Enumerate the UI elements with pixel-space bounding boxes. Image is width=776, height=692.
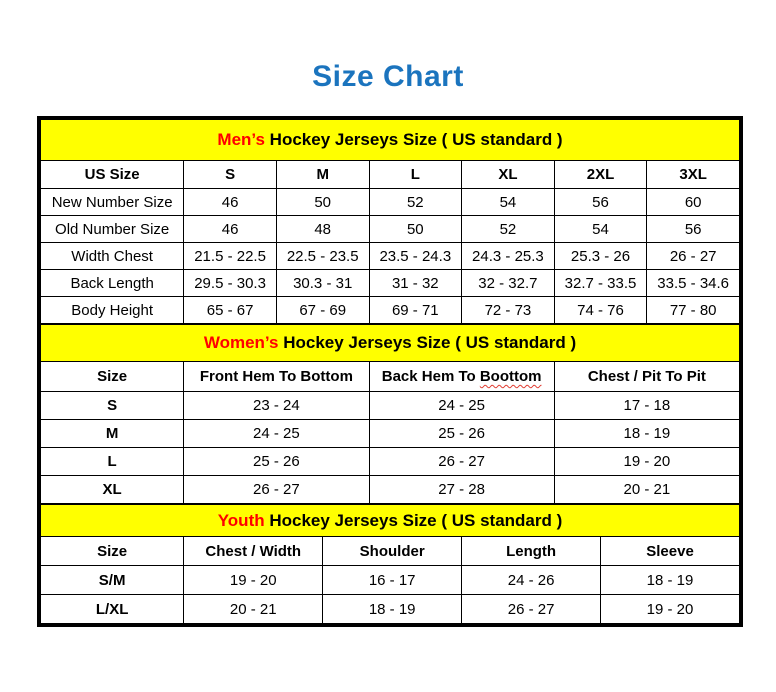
womens-section-header	[41, 325, 740, 362]
row-label: L	[41, 448, 184, 476]
table-row	[41, 297, 740, 324]
table-cell: 20 - 21	[184, 595, 323, 624]
table-cell: 32.7 - 33.5	[554, 270, 647, 297]
row-label: S	[41, 392, 184, 420]
column-header: M	[276, 161, 369, 189]
youth-header-rest: Hockey Jerseys Size ( US standard )	[264, 510, 563, 530]
table-cell: 16 - 17	[323, 566, 462, 595]
table-cell: 31 - 32	[369, 270, 462, 297]
column-header: Chest / Pit To Pit	[554, 362, 739, 392]
table-cell: 27 - 28	[369, 476, 554, 504]
table-cell: 18 - 19	[601, 566, 740, 595]
table-cell: 23.5 - 24.3	[369, 243, 462, 270]
table-cell: 24.3 - 25.3	[462, 243, 555, 270]
row-label: S/M	[41, 566, 184, 595]
table-cell: 19 - 20	[554, 448, 739, 476]
youth-section-header-row	[41, 505, 740, 537]
womens-size-table	[40, 324, 740, 504]
table-row	[41, 243, 740, 270]
table-cell: 77 - 80	[647, 297, 740, 324]
table-row	[41, 476, 740, 504]
row-label: Back Length	[41, 270, 184, 297]
table-cell: 72 - 73	[462, 297, 555, 324]
table-row	[41, 392, 740, 420]
column-header: Shoulder	[323, 537, 462, 566]
table-cell: 18 - 19	[554, 420, 739, 448]
table-cell: 56	[554, 189, 647, 216]
column-header: Size	[41, 362, 184, 392]
table-row	[41, 595, 740, 624]
table-cell: 26 - 27	[369, 448, 554, 476]
table-cell: 30.3 - 31	[276, 270, 369, 297]
womens-column-header-row	[41, 362, 740, 392]
table-cell: 29.5 - 30.3	[184, 270, 277, 297]
table-cell: 26 - 27	[184, 476, 369, 504]
table-cell: 22.5 - 23.5	[276, 243, 369, 270]
youth-column-header-row	[41, 537, 740, 566]
row-label: New Number Size	[41, 189, 184, 216]
column-header: US Size	[41, 161, 184, 189]
mens-size-table	[40, 119, 740, 324]
size-chart	[37, 116, 743, 627]
womens-section-header-row	[41, 325, 740, 362]
table-cell: 54	[462, 189, 555, 216]
table-cell: 25 - 26	[369, 420, 554, 448]
row-label: Width Chest	[41, 243, 184, 270]
column-header: Back Hem To Boottom	[369, 362, 554, 392]
table-cell: 60	[647, 189, 740, 216]
table-cell: 50	[369, 216, 462, 243]
table-cell: 23 - 24	[184, 392, 369, 420]
table-cell: 19 - 20	[184, 566, 323, 595]
mens-header-highlight: Men’s	[217, 130, 265, 149]
mens-header-rest: Hockey Jerseys Size ( US standard )	[264, 130, 563, 149]
womens-header-rest: Hockey Jerseys Size ( US standard )	[278, 333, 577, 352]
row-label: Old Number Size	[41, 216, 184, 243]
table-row	[41, 270, 740, 297]
table-cell: 74 - 76	[554, 297, 647, 324]
row-label: L/XL	[41, 595, 184, 624]
table-cell: 69 - 71	[369, 297, 462, 324]
table-cell: 24 - 25	[369, 392, 554, 420]
table-cell: 65 - 67	[184, 297, 277, 324]
table-cell: 33.5 - 34.6	[647, 270, 740, 297]
youth-header-highlight: Youth	[217, 510, 265, 530]
row-label: Body Height	[41, 297, 184, 324]
youth-size-table	[40, 504, 740, 624]
youth-section-header	[41, 505, 740, 537]
table-row	[41, 566, 740, 595]
table-cell: 18 - 19	[323, 595, 462, 624]
table-cell: 56	[647, 216, 740, 243]
table-cell: 24 - 26	[462, 566, 601, 595]
table-cell: 46	[184, 189, 277, 216]
table-cell: 52	[369, 189, 462, 216]
table-cell: 54	[554, 216, 647, 243]
column-header: Size	[41, 537, 184, 566]
misspelled-word: Boottom	[479, 368, 542, 385]
mens-section-header	[41, 120, 740, 161]
table-row	[41, 420, 740, 448]
womens-header-highlight: Women’s	[203, 333, 279, 352]
column-header: 2XL	[554, 161, 647, 189]
table-cell: 50	[276, 189, 369, 216]
table-cell: 46	[184, 216, 277, 243]
column-header: Length	[462, 537, 601, 566]
row-label: M	[41, 420, 184, 448]
column-header: Front Hem To Bottom	[184, 362, 369, 392]
table-cell: 25.3 - 26	[554, 243, 647, 270]
table-cell: 26 - 27	[462, 595, 601, 624]
column-header: Sleeve	[601, 537, 740, 566]
table-row	[41, 448, 740, 476]
table-row	[41, 216, 740, 243]
table-cell: 24 - 25	[184, 420, 369, 448]
table-cell: 25 - 26	[184, 448, 369, 476]
table-cell: 52	[462, 216, 555, 243]
mens-column-header-row	[41, 161, 740, 189]
table-cell: 67 - 69	[276, 297, 369, 324]
column-header: S	[184, 161, 277, 189]
table-cell: 48	[276, 216, 369, 243]
column-header: XL	[462, 161, 555, 189]
column-header: 3XL	[647, 161, 740, 189]
row-label: XL	[41, 476, 184, 504]
table-cell: 21.5 - 22.5	[184, 243, 277, 270]
column-header: Chest / Width	[184, 537, 323, 566]
table-cell: 17 - 18	[554, 392, 739, 420]
mens-section-header-row	[41, 120, 740, 161]
table-row	[41, 189, 740, 216]
table-cell: 26 - 27	[647, 243, 740, 270]
column-header: L	[369, 161, 462, 189]
page-title: Size Chart	[312, 60, 464, 93]
table-cell: 20 - 21	[554, 476, 739, 504]
table-cell: 32 - 32.7	[462, 270, 555, 297]
table-cell: 19 - 20	[601, 595, 740, 624]
